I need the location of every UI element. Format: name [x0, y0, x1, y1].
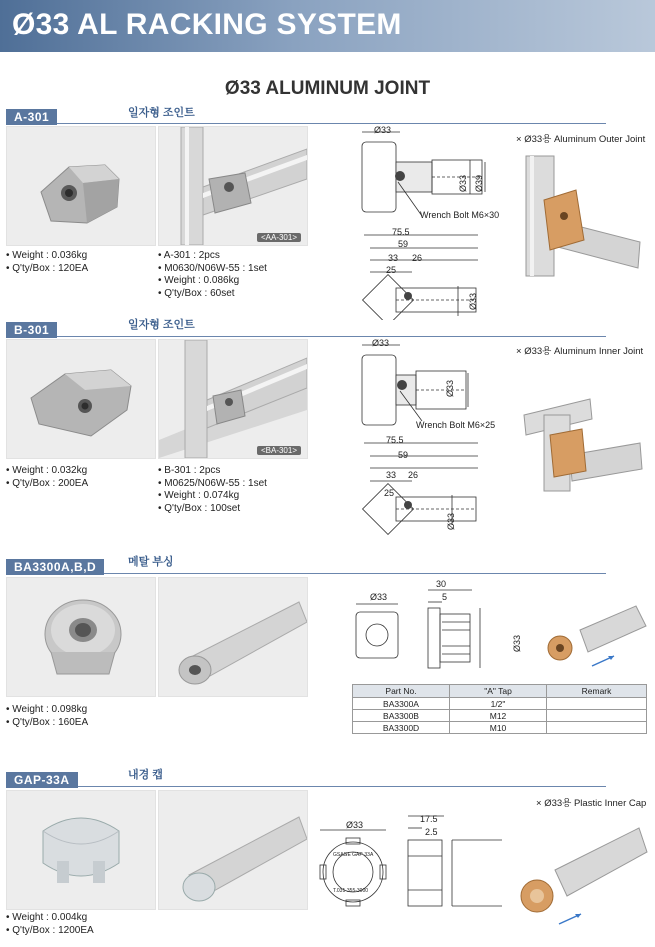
- 3d-render-bushing: [540, 600, 650, 670]
- spec-weight: • Weight : 0.036kg: [6, 250, 88, 261]
- spec-weight: • Weight : 0.004kg: [6, 912, 88, 923]
- section-divider: [6, 772, 606, 787]
- dim-label: Ø33: [458, 174, 468, 192]
- photo-caption: <AA-301>: [257, 233, 301, 242]
- product-note-gap33a: × Ø33용 Plastic Inner Cap: [536, 798, 647, 809]
- dim-label: Ø33: [372, 338, 390, 348]
- dim-label: 17.5: [420, 814, 438, 824]
- note-text: Ø33용 Aluminum Outer Joint: [524, 134, 646, 145]
- dim-label: Ø33: [370, 592, 388, 602]
- photo-caption: <BA-301>: [257, 446, 301, 455]
- section-divider: [6, 322, 606, 337]
- dim-label: Ø33: [445, 379, 455, 397]
- table-cell: [547, 722, 647, 734]
- spec-item: • M0625/N06W-55 : 1set: [158, 477, 267, 489]
- table-cell: BA3300B: [353, 710, 450, 722]
- dim-label: 26: [408, 470, 419, 480]
- dim-label: Ø33: [346, 820, 364, 830]
- spec-item: • Q'ty/Box : 60set: [158, 287, 235, 299]
- spec-qty: • Q'ty/Box : 160EA: [6, 716, 89, 728]
- section-kor-b301: 일자형 조인트: [128, 319, 195, 331]
- table-row: [353, 698, 647, 710]
- assembly-photo-cap: [158, 790, 308, 910]
- table-header: "A" Tap: [450, 685, 547, 698]
- 3d-render-cap: [515, 820, 650, 930]
- technical-drawing-a301: [350, 120, 510, 320]
- dim-label: 30: [436, 579, 447, 589]
- dim-label: 33: [388, 253, 399, 263]
- dim-label: Ø33: [512, 634, 522, 652]
- table-cell: M12: [450, 710, 547, 722]
- note-text: Ø33용 Plastic Inner Cap: [544, 798, 647, 809]
- spec-item: • M0630/N06W-55 : 1set: [158, 262, 267, 274]
- spec-list-ba301: [158, 465, 267, 515]
- table-header: Part No.: [353, 685, 450, 698]
- table-cell: [547, 698, 647, 710]
- dim-label: 26: [412, 253, 423, 263]
- 3d-render-inner-joint: [520, 395, 650, 495]
- spec-list-gap33a: [6, 912, 94, 937]
- section-kor-gap33a: 내경 캡: [128, 769, 163, 781]
- product-photo-ba3300: [6, 577, 156, 697]
- cap-text: GSAGE GAP-33A: [333, 852, 374, 858]
- table-cell: BA3300A: [353, 698, 450, 710]
- dim-label: Ø33: [468, 292, 478, 310]
- table-cell: M10: [450, 722, 547, 734]
- dim-label: 59: [398, 450, 409, 460]
- dim-label: 25: [384, 488, 395, 498]
- table-row: [353, 722, 647, 734]
- dim-label: 59: [398, 239, 409, 249]
- section-kor-ba3300: 메탈 부싱: [128, 556, 174, 568]
- product-photo-gap33a: [6, 790, 156, 910]
- assembly-photo-aa301: [158, 126, 308, 246]
- header-banner: [0, 0, 655, 52]
- table-header-row: [353, 685, 647, 698]
- product-note-a301: × Ø33용 Aluminum Outer Joint: [516, 134, 646, 145]
- spec-qty: • Q'ty/Box : 120EA: [6, 262, 89, 274]
- parts-table: [352, 684, 647, 734]
- product-photo-a301: [6, 126, 156, 246]
- dim-label: Ø33: [446, 512, 456, 530]
- spec-item: • A-301 : 2pcs: [158, 250, 220, 261]
- technical-drawing-gap33a: [312, 810, 512, 920]
- spec-list-a301: [6, 250, 88, 275]
- section-code-gap33a: GAP-33A: [6, 772, 78, 788]
- table-cell: [547, 710, 647, 722]
- table-cell: BA3300D: [353, 722, 450, 734]
- spec-weight: • Weight : 0.098kg: [6, 704, 88, 715]
- dim-label: 75.5: [392, 227, 410, 237]
- dim-label: 75.5: [386, 435, 404, 445]
- spec-list-aa301: [158, 250, 267, 300]
- section-subtitle: Ø33 ALUMINUM JOINT: [224, 78, 431, 99]
- page-title: Ø33 AL RACKING SYSTEM: [12, 8, 402, 41]
- dim-label: Ø33: [374, 125, 392, 135]
- 3d-render-outer-joint: [520, 150, 650, 280]
- section-kor-a301: 일자형 조인트: [128, 107, 195, 119]
- dim-label: 2.5: [425, 827, 438, 837]
- spec-qty: • Q'ty/Box : 200EA: [6, 477, 89, 489]
- spec-item: • B-301 : 2pcs: [158, 465, 221, 476]
- dim-label: 5: [442, 592, 448, 602]
- bolt-label: Wrench Bolt M6×30: [420, 210, 500, 220]
- table-header: Remark: [547, 685, 647, 698]
- dim-label: Ø39: [474, 174, 484, 192]
- spec-qty: • Q'ty/Box : 1200EA: [6, 924, 94, 936]
- dim-label: 25: [386, 265, 397, 275]
- product-photo-b301: [6, 339, 156, 459]
- dim-label: 33: [386, 470, 397, 480]
- assembly-photo-bushing: [158, 577, 308, 697]
- section-code-b301: B-301: [6, 322, 57, 338]
- product-note-b301: × Ø33용 Aluminum Inner Joint: [516, 346, 644, 357]
- assembly-photo-ba301: [158, 339, 308, 459]
- spec-item: • Weight : 0.086kg: [158, 275, 240, 286]
- spec-list-b301: [6, 465, 88, 490]
- bolt-label: Wrench Bolt M6×25: [416, 420, 496, 430]
- spec-item: • Weight : 0.074kg: [158, 490, 240, 501]
- spec-list-ba3300: [6, 704, 88, 729]
- table-row: [353, 710, 647, 722]
- technical-drawing-b301: [350, 335, 510, 535]
- note-text: Ø33용 Aluminum Inner Joint: [524, 346, 644, 357]
- section-code-a301: A-301: [6, 109, 57, 125]
- cap-text: T.031-355-3000: [333, 888, 369, 894]
- spec-weight: • Weight : 0.032kg: [6, 465, 88, 476]
- spec-item: • Q'ty/Box : 100set: [158, 502, 241, 514]
- section-divider: [6, 109, 606, 124]
- table-cell: 1/2": [450, 698, 547, 710]
- section-code-ba3300: BA3300A,B,D: [6, 559, 104, 575]
